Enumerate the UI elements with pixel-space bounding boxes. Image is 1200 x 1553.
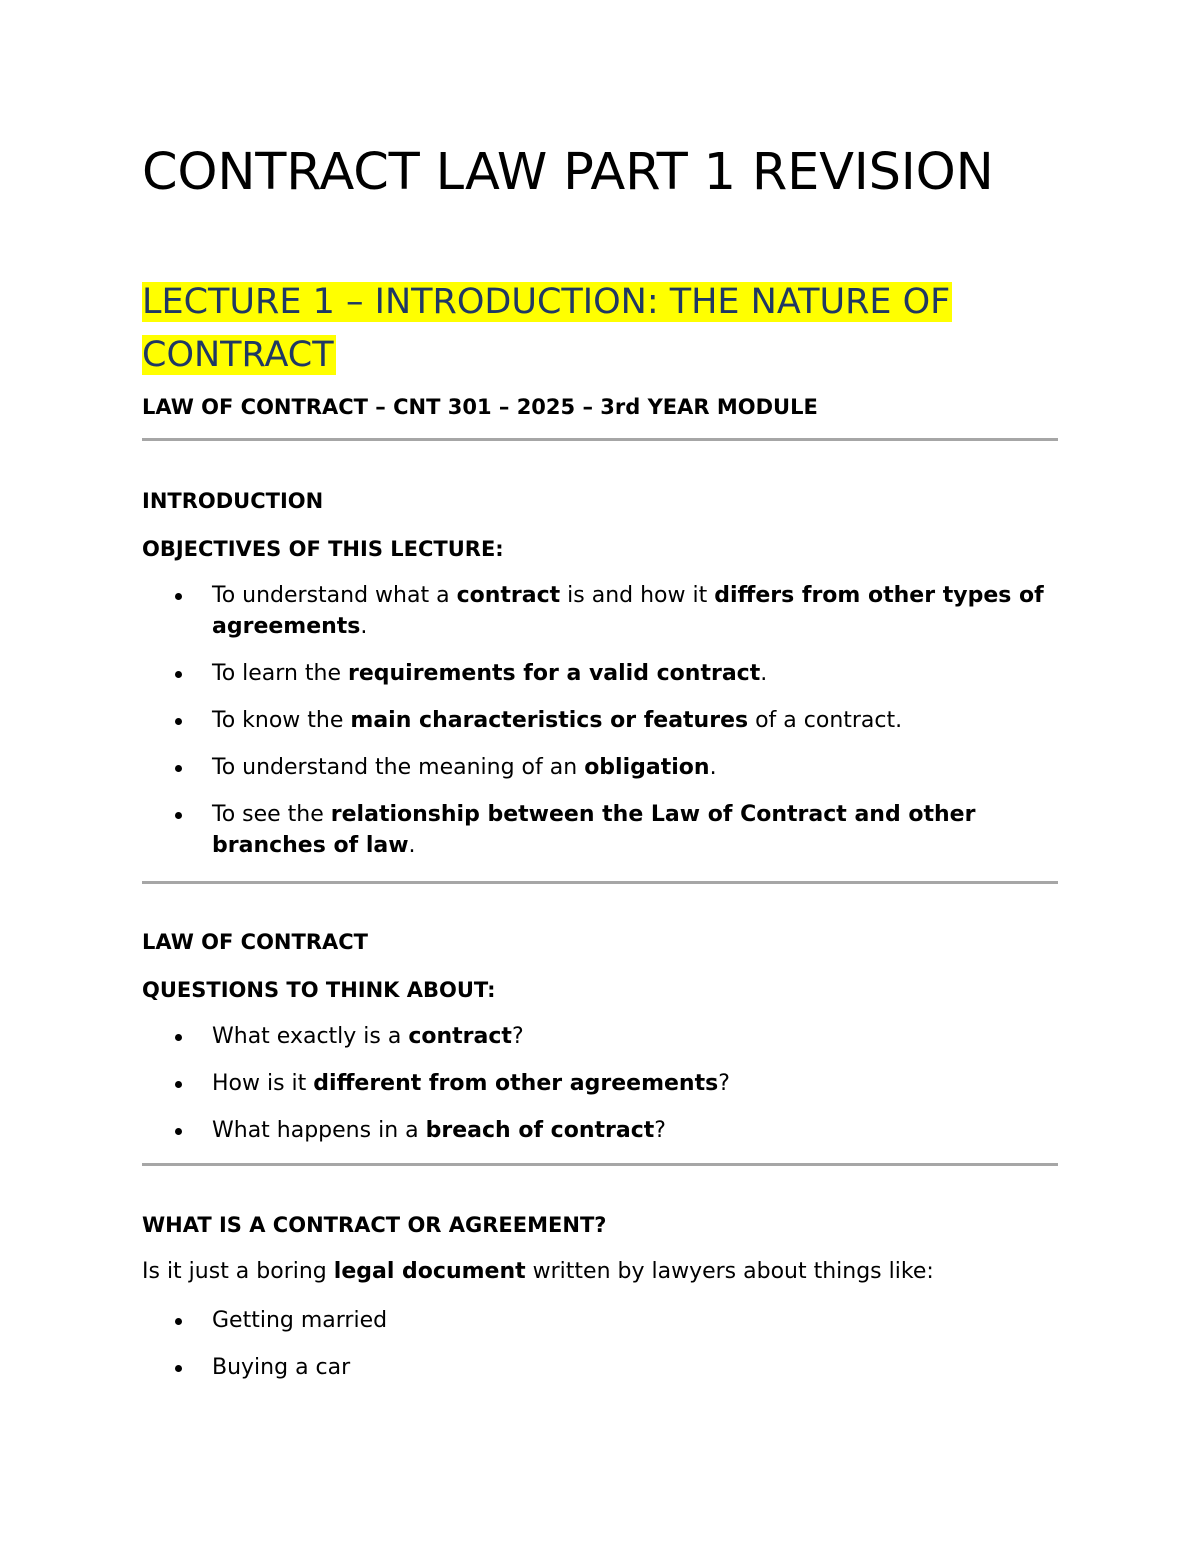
list-item bbox=[142, 1305, 1058, 1336]
bold-text: contract bbox=[456, 583, 561, 608]
text-run: of a contract. bbox=[748, 708, 903, 733]
text-run: ? bbox=[654, 1118, 666, 1143]
lecture-heading bbox=[142, 276, 1062, 382]
list-item bbox=[142, 705, 1058, 736]
list-item bbox=[142, 1352, 1058, 1383]
text-run: ? bbox=[511, 1024, 524, 1049]
bullet-icon bbox=[175, 1128, 182, 1135]
bullet-icon bbox=[175, 1081, 182, 1088]
text-run: . bbox=[760, 661, 768, 686]
bold-text: breach of contract bbox=[425, 1118, 655, 1143]
list-item bbox=[142, 658, 1058, 689]
section-divider bbox=[142, 881, 1058, 884]
text-run: What happens in a bbox=[212, 1118, 426, 1143]
list-item bbox=[142, 799, 1058, 861]
text-run: How is it bbox=[212, 1071, 314, 1096]
module-line: LAW OF CONTRACT – CNT 301 – 2025 – 3rd YEAR MODULE bbox=[142, 395, 818, 419]
what-is-contract-intro bbox=[142, 1257, 934, 1287]
text-run: . bbox=[360, 614, 368, 639]
list-item bbox=[142, 580, 1058, 642]
text-run: written by lawyers about things like: bbox=[525, 1259, 934, 1284]
bold-text: relationship between the Law of Contract and other branches of law bbox=[212, 802, 976, 858]
list-item bbox=[142, 1115, 1058, 1146]
text-run: . bbox=[709, 755, 717, 780]
text-run: ? bbox=[718, 1071, 730, 1096]
text-run: . bbox=[408, 833, 416, 858]
text-run: To understand what a bbox=[212, 583, 457, 608]
bullet-icon bbox=[175, 593, 182, 600]
section-divider bbox=[142, 1163, 1058, 1166]
bold-text: legal document bbox=[333, 1259, 526, 1284]
bold-text: contract bbox=[408, 1024, 512, 1049]
bold-text: main characteristics or features bbox=[350, 708, 749, 733]
text-run: To know the bbox=[212, 708, 351, 733]
bullet-icon bbox=[175, 765, 182, 772]
text-run: Getting married bbox=[212, 1308, 388, 1333]
section-divider bbox=[142, 438, 1058, 441]
bullet-icon bbox=[175, 812, 182, 819]
bullet-icon bbox=[175, 718, 182, 725]
text-run: To see the bbox=[212, 802, 331, 827]
bullet-icon bbox=[175, 671, 182, 678]
law-of-contract-label: LAW OF CONTRACT bbox=[142, 930, 368, 954]
bold-text: requirements for a valid contract bbox=[347, 661, 761, 686]
objectives-label: OBJECTIVES OF THIS LECTURE: bbox=[142, 537, 504, 561]
text-run: What exactly is a bbox=[212, 1024, 409, 1049]
text-run: To understand the meaning of an bbox=[212, 755, 585, 780]
questions-list bbox=[142, 1021, 1058, 1162]
text-run: Is it just a boring bbox=[142, 1259, 334, 1284]
bullet-icon bbox=[175, 1365, 182, 1372]
text-run: is and how it bbox=[560, 583, 715, 608]
text-run: Buying a car bbox=[212, 1355, 351, 1380]
objectives-list bbox=[142, 580, 1058, 877]
bold-text: different from other agreements bbox=[313, 1071, 719, 1096]
examples-list bbox=[142, 1305, 1058, 1399]
bold-text: obligation bbox=[584, 755, 710, 780]
list-item bbox=[142, 1068, 1058, 1099]
questions-label: QUESTIONS TO THINK ABOUT: bbox=[142, 978, 496, 1002]
introduction-label: INTRODUCTION bbox=[142, 489, 324, 513]
bullet-icon bbox=[175, 1034, 182, 1041]
list-item bbox=[142, 1021, 1058, 1052]
lecture-heading-highlight: LECTURE 1 – INTRODUCTION: THE NATURE OF CONTRACT bbox=[142, 282, 951, 375]
list-item bbox=[142, 752, 1058, 783]
bold-text: differs from other types of agreements bbox=[212, 583, 1044, 639]
bullet-icon bbox=[175, 1318, 182, 1325]
text-run: To learn the bbox=[212, 661, 348, 686]
what-is-contract-label: WHAT IS A CONTRACT OR AGREEMENT? bbox=[142, 1213, 607, 1237]
document-title: CONTRACT LAW PART 1 REVISION bbox=[142, 143, 994, 202]
